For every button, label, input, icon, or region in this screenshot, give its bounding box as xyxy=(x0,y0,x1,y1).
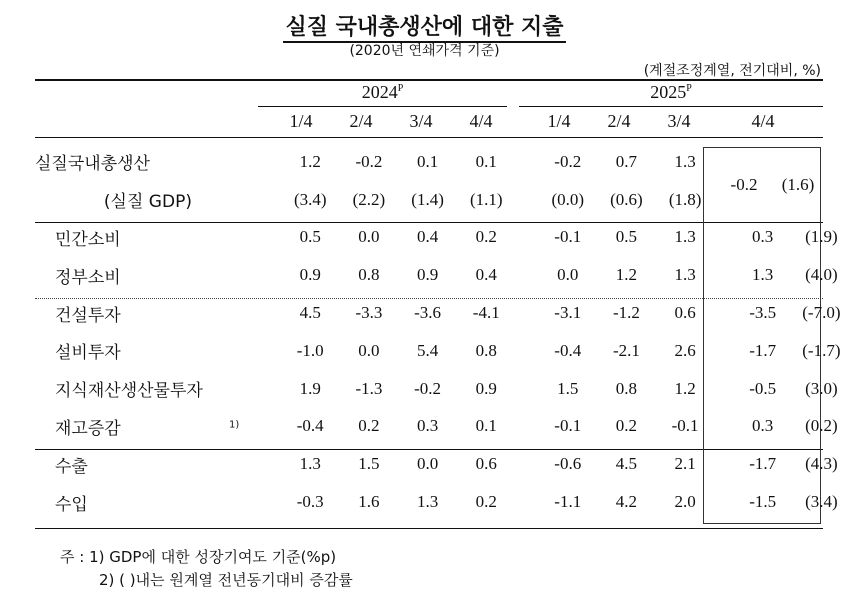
row-label: 수출 xyxy=(55,456,88,477)
cell: 1.2 xyxy=(299,151,321,171)
cell: -3.5 xyxy=(749,303,777,323)
cell: -0.4 xyxy=(554,340,582,360)
cell: -4.1 xyxy=(472,303,500,323)
cell: 1.3 xyxy=(674,151,696,171)
cell: 0.5 xyxy=(299,227,321,247)
cell: -0.2 xyxy=(414,378,442,398)
cell: 5.4 xyxy=(416,340,439,360)
footnote: 주 : 1) GDP에 대한 성장기여도 기준(%p) xyxy=(60,548,337,566)
table-row xyxy=(35,370,849,408)
cell: -0.4 xyxy=(296,416,324,436)
quarter-header: 2/4 xyxy=(607,111,631,131)
table-bottom-rule xyxy=(35,528,823,529)
cell: -2.1 xyxy=(612,340,640,360)
cell: (2.2) xyxy=(352,189,386,209)
table-row xyxy=(35,445,849,483)
cell: 1.5 xyxy=(358,454,380,474)
cell: (4.0) xyxy=(805,265,838,285)
cell: 0.3 xyxy=(752,416,774,436)
cell: -1.7 xyxy=(749,454,777,474)
quarter-header: 3/4 xyxy=(667,111,691,131)
table-row xyxy=(35,219,849,257)
cell: 0.2 xyxy=(615,416,638,436)
quarter-header: 4/4 xyxy=(751,111,775,131)
cell: 2.0 xyxy=(674,492,696,512)
year-2024-rule xyxy=(258,106,507,107)
quarter-header: 2/4 xyxy=(349,111,373,131)
cell: 0.9 xyxy=(416,265,439,285)
cell: 0.3 xyxy=(416,416,439,436)
row-label: 지식재산생산물투자 xyxy=(55,381,203,402)
cell: -0.5 xyxy=(749,378,777,398)
quarter-header: 4/4 xyxy=(469,111,493,131)
cell: -0.1 xyxy=(554,416,582,436)
footnote: 2) ( )내는 원계열 전년동기대비 증감률 xyxy=(99,571,353,589)
cell: 0.1 xyxy=(416,151,439,171)
cell: 1.3 xyxy=(416,492,439,512)
cell: (0.6) xyxy=(610,189,643,209)
table-row xyxy=(35,332,849,370)
cell: 0.2 xyxy=(475,227,497,247)
cell: 0.2 xyxy=(475,492,497,512)
cell: 0.1 xyxy=(475,151,497,171)
cell: (3.0) xyxy=(805,378,838,398)
cell: (-7.0) xyxy=(802,303,841,323)
cell: -0.3 xyxy=(296,492,324,512)
table-row xyxy=(35,408,849,446)
quarter-header: 1/4 xyxy=(289,111,313,131)
year-2025-rule xyxy=(519,106,823,107)
cell: 0.4 xyxy=(416,227,439,247)
report-title: 실질 국내총생산에 대한 지출 xyxy=(0,10,849,41)
cell: 0.0 xyxy=(557,265,579,285)
cell: -0.2 xyxy=(355,151,383,171)
cell: -0.1 xyxy=(671,416,699,436)
base-year-note: (2020년 연쇄가격 기준) xyxy=(349,43,500,59)
cell: (3.4) xyxy=(293,189,327,209)
cell: 0.6 xyxy=(674,303,696,323)
cell: 0.0 xyxy=(358,227,380,247)
gdp-q4-value: -0.2 xyxy=(730,175,758,194)
cell: 4.2 xyxy=(615,492,638,512)
cell: 0.1 xyxy=(475,416,497,436)
cell: 1.5 xyxy=(557,378,579,398)
cell: -0.6 xyxy=(554,454,582,474)
cell: -0.1 xyxy=(554,227,582,247)
cell: 0.9 xyxy=(475,378,497,398)
cell: 0.8 xyxy=(475,340,497,360)
cell: (1.1) xyxy=(469,189,503,209)
cell: 1.2 xyxy=(674,378,696,398)
row-label: 민간소비 xyxy=(55,229,121,250)
cell: -0.2 xyxy=(554,151,582,171)
cell: 0.7 xyxy=(615,151,638,171)
year-header-2025: $2025^P$ xyxy=(650,82,692,102)
cell: (3.4) xyxy=(805,492,838,512)
cell: -1.7 xyxy=(749,340,777,360)
row-label: 건설투자 xyxy=(55,305,121,326)
cell: 1.3 xyxy=(674,227,696,247)
table-top-rule xyxy=(35,79,823,81)
cell: 1.2 xyxy=(615,265,638,285)
cell: (1.9) xyxy=(805,227,838,247)
cell: (1.8) xyxy=(668,189,702,209)
cell: (4.3) xyxy=(805,454,838,474)
cell: 0.8 xyxy=(615,378,638,398)
row-label: 수입 xyxy=(55,494,88,515)
cell: 4.5 xyxy=(615,454,638,474)
table-row xyxy=(35,483,849,521)
cell: -1.0 xyxy=(296,340,324,360)
cell: -3.6 xyxy=(414,303,442,323)
cell: 1.6 xyxy=(358,492,380,512)
cell: -3.1 xyxy=(554,303,582,323)
cell: 1.3 xyxy=(674,265,696,285)
cell: (0.2) xyxy=(805,416,838,436)
cell: 0.8 xyxy=(358,265,380,285)
cell: (1.4) xyxy=(411,189,444,209)
cell: 1.3 xyxy=(299,454,321,474)
cell: 1.3 xyxy=(752,265,774,285)
cell: 2.6 xyxy=(674,340,696,360)
quarter-header: 1/4 xyxy=(547,111,571,131)
cell: 0.5 xyxy=(615,227,638,247)
cell: (-1.7) xyxy=(802,340,841,360)
row-label: 설비투자 xyxy=(55,343,121,364)
cell: 0.6 xyxy=(475,454,497,474)
cell: -1.3 xyxy=(355,378,383,398)
cell: 2.1 xyxy=(674,454,696,474)
row-label: 실질국내총생산 xyxy=(35,154,150,175)
quarter-header: 3/4 xyxy=(409,111,433,131)
cell: 0.0 xyxy=(358,340,380,360)
table-row xyxy=(35,294,849,332)
cell: 0.9 xyxy=(299,265,321,285)
year-header-2024: $2024^P$ xyxy=(361,82,404,102)
row-label: 정부소비 xyxy=(55,267,121,288)
cell: -1.2 xyxy=(612,303,640,323)
expenditure-table xyxy=(35,143,849,521)
unit-note: (계절조정계열, 전기대비, %) xyxy=(643,63,821,79)
header-rule xyxy=(35,137,823,138)
table-row xyxy=(35,256,849,294)
cell: 0.3 xyxy=(752,227,774,247)
gdp-yoy-value: (1.6) xyxy=(781,175,815,194)
cell: -1.5 xyxy=(749,492,777,512)
cell: 0.4 xyxy=(475,265,497,285)
row-label: 재고증감 $^{1)}$ xyxy=(55,418,240,439)
cell: 0.2 xyxy=(358,416,380,436)
cell: 1.9 xyxy=(299,378,321,398)
footnotes xyxy=(60,546,353,592)
cell: -3.3 xyxy=(355,303,383,323)
cell: 0.0 xyxy=(416,454,439,474)
cell: 4.5 xyxy=(299,303,321,323)
row-label: (실질 GDP) xyxy=(103,192,192,213)
cell: (0.0) xyxy=(551,189,585,209)
cell: -1.1 xyxy=(554,492,582,512)
